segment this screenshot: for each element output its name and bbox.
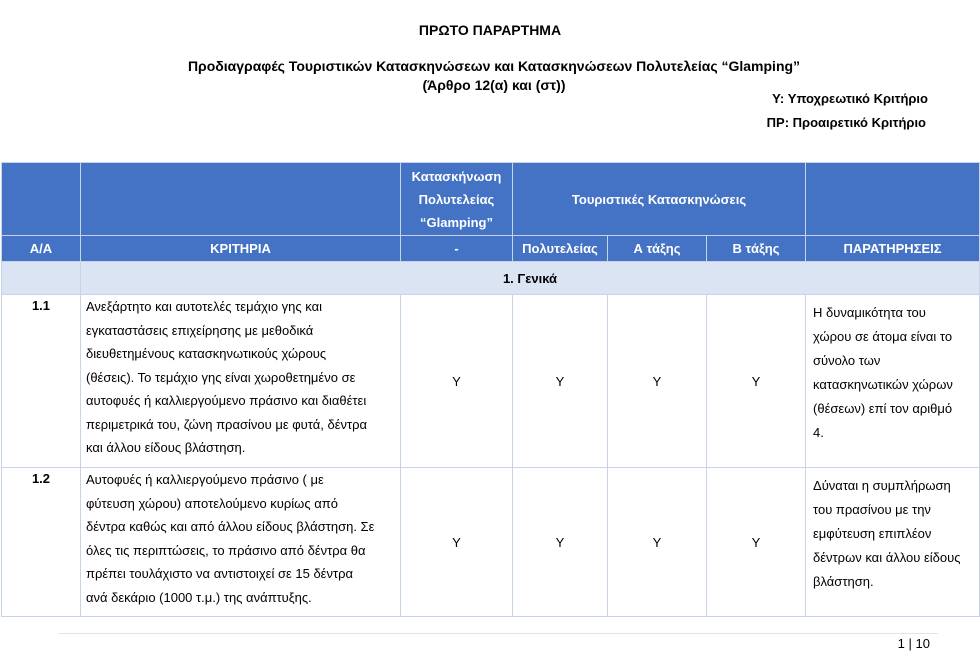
row-criteria <box>81 295 401 468</box>
header-empty-cell <box>2 163 81 236</box>
row-notes <box>806 468 980 617</box>
header-glamping-line: Κατασκήνωση <box>411 168 502 184</box>
legend-optional: ΠΡ: Προαιρετικό Κριτήριο <box>766 115 926 130</box>
criteria-line: αυτοφυές ή καλλιεργούμενο πράσινο και διαθέτει <box>86 393 367 408</box>
criteria-line: και άλλου είδους βλάστηση. <box>86 440 246 455</box>
criteria-table <box>1 162 980 617</box>
header-row-groups <box>2 163 980 236</box>
row-number: 1.1 <box>2 295 81 468</box>
mark-class-a: Y <box>608 295 707 468</box>
col-header-notes: ΠΑΡΑΤΗΡΗΣΕΙΣ <box>806 236 980 262</box>
mark-class-b: Y <box>707 295 806 468</box>
criteria-line: Αυτοφυές ή καλλιεργούμενο πράσινο ( με <box>86 472 324 487</box>
subtitle-line-2: (Άρθρο 12(α) και (στ)) <box>422 77 566 93</box>
notes-line: βλάστηση. <box>813 574 874 589</box>
criteria-line: ανά δεκάριο (1000 τ.μ.) της ανάπτυξης. <box>86 589 312 605</box>
notes-line: κατασκηνωτικών χώρων <box>813 377 953 392</box>
notes-line: εμφύτευση επιπλέον <box>813 526 932 541</box>
mark-glamping: Y <box>401 295 513 468</box>
criteria-line: πρέπει τουλάχιστο να αντιστοιχεί σε 15 δέντρα <box>86 566 354 581</box>
header-empty-cell <box>806 163 980 236</box>
criteria-line: περιμετρικά του, ζώνη πρασίνου με φυτά, δέντρα <box>86 416 368 432</box>
section-title: 1. Γενικά <box>81 262 980 295</box>
section-empty-cell <box>2 262 81 295</box>
criteria-line: δέντρα καθώς και από άλλου είδους βλάστηση. Σε <box>86 519 375 534</box>
notes-line: του πρασίνου με την <box>813 502 931 517</box>
criteria-line: (θέσεις). Το τεμάχιο γης είναι χωροθετημένο σε <box>86 369 356 385</box>
row-number: 1.2 <box>2 468 81 617</box>
row-notes <box>806 295 980 468</box>
header-glamping-line: “Glamping” <box>420 214 493 230</box>
subtitle-line-1: Προδιαγραφές Τουριστικών Κατασκηνώσεων και Κατασκηνώσεων Πολυτελείας “Glamping” <box>187 58 801 74</box>
mark-glamping: Y <box>401 468 513 617</box>
mark-luxury: Y <box>513 468 608 617</box>
document-subtitle <box>0 57 980 95</box>
criteria-line: εγκαταστάσεις επιχείρησης με μεθοδικά <box>86 322 314 338</box>
document-title: ΠΡΩΤΟ ΠΑΡΑΡΤΗΜΑ <box>418 22 562 38</box>
notes-line: σύνολο των <box>813 353 881 368</box>
col-header-glamping: - <box>401 236 513 262</box>
header-empty-cell <box>81 163 401 236</box>
page-total: 10 <box>915 636 930 651</box>
section-row <box>2 262 980 295</box>
notes-line: δέντρων και άλλου είδους <box>813 550 961 565</box>
mark-class-b: Y <box>707 468 806 617</box>
notes-line: 4. <box>813 425 824 440</box>
table-row <box>2 295 980 468</box>
page-separator: | <box>908 636 916 651</box>
footer-divider <box>58 633 938 634</box>
notes-line: Η δυναμικότητα του <box>813 305 926 320</box>
notes-line: (θέσεων) επί τον αριθμό <box>813 401 953 416</box>
legend-mandatory: Y: Υποχρεωτικό Κριτήριο <box>772 91 928 106</box>
criteria-line: όλες τις περιπτώσεις, το πράσινο από δέντρα θα <box>86 542 366 558</box>
col-header-class-b: Β τάξης <box>707 236 806 262</box>
criteria-line: Ανεξάρτητο και αυτοτελές τεμάχιο γης και <box>86 299 323 314</box>
col-header-luxury: Πολυτελείας <box>513 236 608 262</box>
page-number <box>898 636 930 651</box>
header-glamping <box>401 163 513 236</box>
notes-line: χώρου σε άτομα είναι το <box>813 329 953 344</box>
col-header-aa: Α/Α <box>2 236 81 262</box>
header-tourist-campsites: Τουριστικές Κατασκηνώσεις <box>513 163 806 236</box>
mark-luxury: Y <box>513 295 608 468</box>
row-criteria <box>81 468 401 617</box>
col-header-criteria: ΚΡΙΤΗΡΙΑ <box>81 236 401 262</box>
criteria-line: διευθετημένους κατασκηνωτικούς χώρους <box>86 346 327 361</box>
page-current: 1 <box>897 636 905 651</box>
header-glamping-line: Πολυτελείας <box>418 191 495 207</box>
notes-line: Δύναται η συμπλήρωση <box>813 478 951 493</box>
col-header-class-a: Α τάξης <box>608 236 707 262</box>
mark-class-a: Y <box>608 468 707 617</box>
criteria-line: φύτευση χώρου) αποτελούμενο κυρίως από <box>86 495 338 511</box>
header-row-columns <box>2 236 980 262</box>
table-row <box>2 468 980 617</box>
